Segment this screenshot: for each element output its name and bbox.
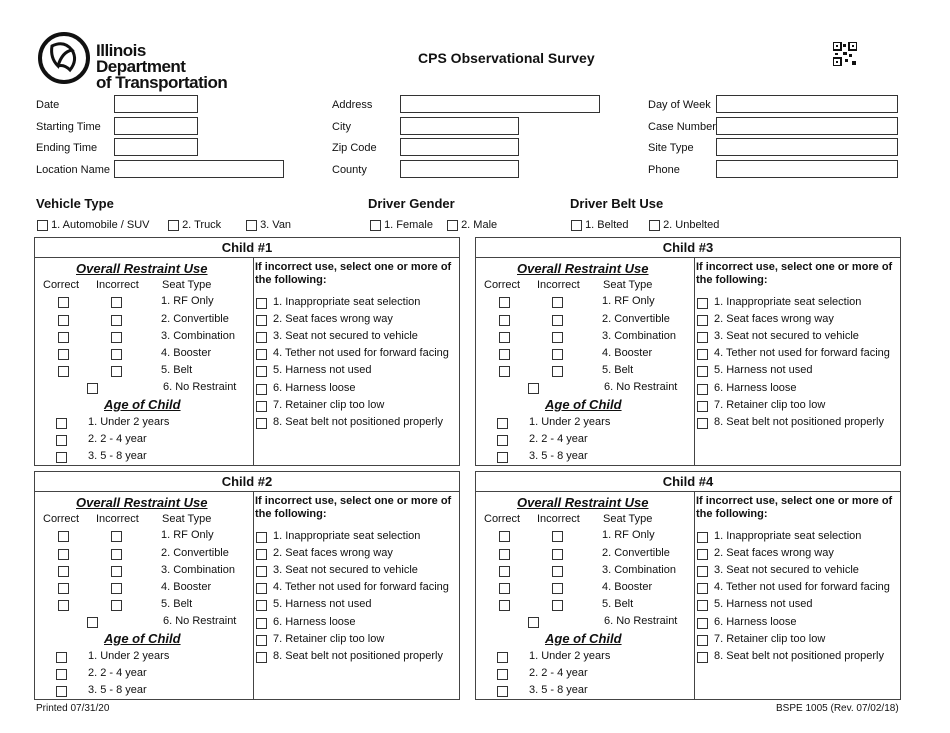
incorrect-checkbox[interactable] — [552, 366, 563, 377]
incorrect-checkbox[interactable] — [111, 349, 122, 360]
issue-label: 7. Retainer clip too low — [273, 399, 385, 411]
zip-code-label: Zip Code — [332, 142, 377, 154]
issue-label: 7. Retainer clip too low — [273, 633, 385, 645]
issue-checkbox[interactable] — [697, 418, 708, 429]
overall-restraint-heading: Overall Restraint Use — [76, 261, 208, 276]
seat-type-label: 5. Belt — [161, 364, 193, 376]
zip-code-field[interactable] — [400, 138, 519, 156]
correct-checkbox[interactable] — [499, 366, 510, 377]
issue-label: 4. Tether not used for forward facing — [273, 347, 449, 359]
driver-gender-heading: Driver Gender — [368, 196, 455, 211]
age-label: 1. Under 2 years — [88, 416, 170, 428]
option-label: 2. Truck — [182, 219, 222, 231]
panel-title: Child #2 — [35, 472, 459, 492]
panel-divider — [694, 258, 695, 465]
age-of-child-heading: Age of Child — [545, 631, 622, 646]
day-of-week-field[interactable] — [716, 95, 898, 113]
correct-checkbox[interactable] — [58, 566, 69, 577]
issue-label: 4. Tether not used for forward facing — [714, 347, 890, 359]
seat-type-label: 2. Convertible — [161, 313, 229, 325]
correct-checkbox[interactable] — [499, 349, 510, 360]
vehicle-van-option[interactable] — [246, 219, 291, 231]
age-of-child-heading: Age of Child — [104, 631, 181, 646]
belt-unbelted-option[interactable] — [649, 219, 719, 231]
issue-label: 3. Seat not secured to vehicle — [714, 330, 859, 342]
incorrect-use-heading: If incorrect use, select one or more of the following: — [255, 495, 452, 520]
correct-checkbox[interactable] — [499, 583, 510, 594]
issue-checkbox[interactable] — [256, 600, 267, 611]
incorrect-column-header: Incorrect — [96, 513, 139, 525]
seat-type-label: 6. No Restraint — [163, 615, 237, 627]
seat-type-label: 1. RF Only — [161, 529, 214, 541]
age-checkbox[interactable] — [497, 452, 508, 463]
issue-checkbox[interactable] — [256, 384, 267, 395]
panel-divider — [694, 492, 695, 699]
seat-type-column-header: Seat Type — [603, 513, 653, 525]
issue-label: 8. Seat belt not positioned properly — [273, 416, 444, 428]
incorrect-checkbox[interactable] — [552, 349, 563, 360]
correct-checkbox[interactable] — [58, 583, 69, 594]
qr-code-icon — [833, 42, 857, 66]
issue-label: 6. Harness loose — [273, 616, 356, 628]
seat-type-label: 6. No Restraint — [604, 381, 678, 393]
age-checkbox[interactable] — [497, 686, 508, 697]
checkbox[interactable] — [37, 220, 48, 231]
correct-checkbox[interactable] — [499, 566, 510, 577]
incorrect-checkbox[interactable] — [111, 583, 122, 594]
panel-title: Child #3 — [476, 238, 900, 258]
agency-line1: Illinois Department — [96, 41, 186, 76]
issue-checkbox[interactable] — [697, 401, 708, 412]
issue-checkbox[interactable] — [697, 315, 708, 326]
case-number-label: Case Number — [648, 121, 716, 133]
overall-restraint-heading: Overall Restraint Use — [76, 495, 208, 510]
location-name-field[interactable] — [114, 160, 284, 178]
option-label: 1. Belted — [585, 219, 629, 231]
issue-checkbox[interactable] — [256, 298, 267, 309]
seat-type-label: 4. Booster — [161, 581, 212, 593]
issue-checkbox[interactable] — [256, 532, 267, 543]
starting-time-field[interactable] — [114, 117, 198, 135]
panel-divider — [253, 492, 254, 699]
issue-label: 3. Seat not secured to vehicle — [714, 564, 859, 576]
gender-male-option[interactable] — [447, 219, 497, 231]
panel-child3 — [475, 237, 901, 466]
driver-belt-use-heading: Driver Belt Use — [570, 196, 664, 211]
seat-type-label: 6. No Restraint — [163, 381, 237, 393]
issue-label: 5. Harness not used — [273, 598, 372, 610]
correct-column-header: Correct — [43, 279, 80, 291]
seat-type-label: 4. Booster — [602, 347, 653, 359]
incorrect-checkbox[interactable] — [111, 531, 122, 542]
panel-divider — [253, 258, 254, 465]
checkbox[interactable] — [649, 220, 660, 231]
correct-column-header: Correct — [484, 513, 521, 525]
correct-checkbox[interactable] — [499, 531, 510, 542]
incorrect-checkbox[interactable] — [552, 549, 563, 560]
form-id: BSPE 1005 (Rev. 07/02/18) — [776, 703, 899, 714]
ending-time-label: Ending Time — [36, 142, 98, 154]
age-label: 3. 5 - 8 year — [88, 450, 147, 462]
correct-checkbox[interactable] — [58, 549, 69, 560]
age-label: 2. 2 - 4 year — [88, 433, 147, 445]
age-checkbox[interactable] — [56, 652, 67, 663]
seat-type-label: 3. Combination — [602, 564, 676, 576]
issue-checkbox[interactable] — [256, 315, 267, 326]
age-label: 3. 5 - 8 year — [529, 450, 588, 462]
seat-type-column-header: Seat Type — [162, 513, 212, 525]
date-field[interactable] — [114, 95, 198, 113]
starting-time-label: Starting Time — [36, 121, 101, 133]
seat-type-column-header: Seat Type — [162, 279, 212, 291]
gender-female-option[interactable] — [370, 219, 433, 231]
city-field[interactable] — [400, 117, 519, 135]
issue-checkbox[interactable] — [256, 549, 267, 560]
incorrect-use-heading: If incorrect use, select one or more of the following: — [696, 495, 893, 520]
incorrect-checkbox[interactable] — [111, 332, 122, 343]
issue-checkbox[interactable] — [697, 618, 708, 629]
issue-checkbox[interactable] — [697, 635, 708, 646]
issue-label: 6. Harness loose — [273, 382, 356, 394]
issue-label: 3. Seat not secured to vehicle — [273, 564, 418, 576]
seat-type-label: 2. Convertible — [161, 547, 229, 559]
issue-checkbox[interactable] — [256, 332, 267, 343]
issue-label: 2. Seat faces wrong way — [273, 313, 393, 325]
agency-line2: of Transportation — [96, 73, 228, 92]
age-label: 1. Under 2 years — [88, 650, 170, 662]
seat-type-label: 6. No Restraint — [604, 615, 678, 627]
seat-type-label: 1. RF Only — [602, 529, 655, 541]
age-checkbox[interactable] — [497, 435, 508, 446]
age-of-child-heading: Age of Child — [104, 397, 181, 412]
incorrect-checkbox[interactable] — [552, 332, 563, 343]
age-label: 2. 2 - 4 year — [529, 433, 588, 445]
issue-checkbox[interactable] — [256, 418, 267, 429]
incorrect-checkbox[interactable] — [111, 600, 122, 611]
issue-checkbox[interactable] — [256, 583, 267, 594]
logo-emblem-icon — [38, 32, 90, 84]
incorrect-use-heading: If incorrect use, select one or more of the following: — [255, 261, 452, 286]
issue-label: 8. Seat belt not positioned properly — [714, 416, 885, 428]
correct-checkbox[interactable] — [499, 549, 510, 560]
issue-label: 7. Retainer clip too low — [714, 399, 826, 411]
seat-type-label: 4. Booster — [161, 347, 212, 359]
issue-checkbox[interactable] — [256, 349, 267, 360]
issue-checkbox[interactable] — [697, 549, 708, 560]
seat-type-label: 3. Combination — [161, 564, 235, 576]
checkbox[interactable] — [168, 220, 179, 231]
incorrect-checkbox[interactable] — [552, 583, 563, 594]
correct-checkbox[interactable] — [58, 366, 69, 377]
no-restraint-checkbox[interactable] — [528, 383, 539, 394]
no-restraint-checkbox[interactable] — [87, 617, 98, 628]
seat-type-label: 5. Belt — [161, 598, 193, 610]
correct-checkbox[interactable] — [499, 297, 510, 308]
issue-label: 3. Seat not secured to vehicle — [273, 330, 418, 342]
address-label: Address — [332, 99, 373, 111]
checkbox[interactable] — [370, 220, 381, 231]
location-name-label: Location Name — [36, 164, 110, 176]
issue-checkbox[interactable] — [697, 600, 708, 611]
incorrect-checkbox[interactable] — [552, 566, 563, 577]
site-type-field[interactable] — [716, 138, 898, 156]
issue-label: 4. Tether not used for forward facing — [273, 581, 449, 593]
age-label: 2. 2 - 4 year — [529, 667, 588, 679]
option-label: 2. Unbelted — [663, 219, 720, 231]
correct-checkbox[interactable] — [499, 332, 510, 343]
age-label: 2. 2 - 4 year — [88, 667, 147, 679]
option-label: 2. Male — [461, 219, 498, 231]
issue-checkbox[interactable] — [697, 366, 708, 377]
issue-label: 4. Tether not used for forward facing — [714, 581, 890, 593]
issue-label: 1. Inappropriate seat selection — [714, 530, 862, 542]
issue-checkbox[interactable] — [697, 532, 708, 543]
age-checkbox[interactable] — [56, 452, 67, 463]
no-restraint-checkbox[interactable] — [87, 383, 98, 394]
seat-type-label: 1. RF Only — [161, 295, 214, 307]
idot-logo — [38, 32, 238, 92]
issue-label: 1. Inappropriate seat selection — [273, 530, 421, 542]
issue-label: 6. Harness loose — [714, 382, 797, 394]
checkbox[interactable] — [571, 220, 582, 231]
correct-column-header: Correct — [484, 279, 521, 291]
vehicle-automobile-option[interactable] — [37, 219, 150, 231]
issue-checkbox[interactable] — [697, 349, 708, 360]
checkbox[interactable] — [447, 220, 458, 231]
incorrect-checkbox[interactable] — [111, 315, 122, 326]
issue-checkbox[interactable] — [697, 583, 708, 594]
issue-checkbox[interactable] — [256, 652, 267, 663]
issue-checkbox[interactable] — [697, 566, 708, 577]
overall-restraint-heading: Overall Restraint Use — [517, 261, 649, 276]
age-checkbox[interactable] — [56, 686, 67, 697]
printed-date: Printed 07/31/20 — [36, 703, 110, 714]
correct-checkbox[interactable] — [58, 349, 69, 360]
age-checkbox[interactable] — [497, 669, 508, 680]
issue-checkbox[interactable] — [697, 652, 708, 663]
issue-checkbox[interactable] — [697, 384, 708, 395]
issue-checkbox[interactable] — [256, 366, 267, 377]
option-label: 3. Van — [260, 219, 292, 231]
option-label: 1. Female — [384, 219, 433, 231]
county-label: County — [332, 164, 367, 176]
vehicle-type-heading: Vehicle Type — [36, 196, 114, 211]
panel-child4 — [475, 471, 901, 700]
correct-checkbox[interactable] — [58, 297, 69, 308]
vehicle-truck-option[interactable] — [168, 219, 221, 231]
option-label: 1. Automobile / SUV — [51, 219, 150, 231]
issue-checkbox[interactable] — [256, 401, 267, 412]
issue-label: 5. Harness not used — [273, 364, 372, 376]
issue-label: 6. Harness loose — [714, 616, 797, 628]
incorrect-use-heading: If incorrect use, select one or more of the following: — [696, 261, 893, 286]
age-label: 3. 5 - 8 year — [88, 684, 147, 696]
correct-checkbox[interactable] — [58, 315, 69, 326]
issue-label: 2. Seat faces wrong way — [714, 547, 834, 559]
issue-checkbox[interactable] — [697, 332, 708, 343]
issue-label: 1. Inappropriate seat selection — [714, 296, 862, 308]
panel-title: Child #1 — [35, 238, 459, 258]
correct-checkbox[interactable] — [499, 600, 510, 611]
age-checkbox[interactable] — [497, 652, 508, 663]
issue-label: 2. Seat faces wrong way — [273, 547, 393, 559]
seat-type-label: 5. Belt — [602, 364, 634, 376]
seat-type-column-header: Seat Type — [603, 279, 653, 291]
seat-type-label: 5. Belt — [602, 598, 634, 610]
ending-time-field[interactable] — [114, 138, 198, 156]
age-label: 3. 5 - 8 year — [529, 684, 588, 696]
incorrect-checkbox[interactable] — [111, 366, 122, 377]
incorrect-column-header: Incorrect — [96, 279, 139, 291]
seat-type-label: 1. RF Only — [602, 295, 655, 307]
issue-label: 7. Retainer clip too low — [714, 633, 826, 645]
issue-checkbox[interactable] — [256, 635, 267, 646]
phone-label: Phone — [648, 164, 680, 176]
checkbox[interactable] — [246, 220, 257, 231]
overall-restraint-heading: Overall Restraint Use — [517, 495, 649, 510]
issue-label: 5. Harness not used — [714, 364, 813, 376]
age-of-child-heading: Age of Child — [545, 397, 622, 412]
correct-checkbox[interactable] — [58, 531, 69, 542]
seat-type-label: 2. Convertible — [602, 313, 670, 325]
incorrect-checkbox[interactable] — [552, 297, 563, 308]
agency-name — [96, 43, 238, 91]
site-type-label: Site Type — [648, 142, 694, 154]
incorrect-checkbox[interactable] — [552, 531, 563, 542]
panel-child1 — [34, 237, 460, 466]
panel-title: Child #4 — [476, 472, 900, 492]
issue-label: 5. Harness not used — [714, 598, 813, 610]
seat-type-label: 3. Combination — [602, 330, 676, 342]
issue-checkbox[interactable] — [256, 618, 267, 629]
correct-column-header: Correct — [43, 513, 80, 525]
correct-checkbox[interactable] — [58, 332, 69, 343]
seat-type-label: 4. Booster — [602, 581, 653, 593]
incorrect-checkbox[interactable] — [111, 297, 122, 308]
age-label: 1. Under 2 years — [529, 416, 611, 428]
panel-child2 — [34, 471, 460, 700]
correct-checkbox[interactable] — [58, 600, 69, 611]
age-checkbox[interactable] — [497, 418, 508, 429]
day-of-week-label: Day of Week — [648, 99, 711, 111]
address-field[interactable] — [400, 95, 600, 113]
incorrect-checkbox[interactable] — [111, 566, 122, 577]
phone-field[interactable] — [716, 160, 898, 178]
issue-label: 2. Seat faces wrong way — [714, 313, 834, 325]
incorrect-column-header: Incorrect — [537, 513, 580, 525]
page-title: CPS Observational Survey — [418, 50, 595, 66]
age-checkbox[interactable] — [56, 435, 67, 446]
seat-type-label: 3. Combination — [161, 330, 235, 342]
age-label: 1. Under 2 years — [529, 650, 611, 662]
seat-type-label: 2. Convertible — [602, 547, 670, 559]
belt-belted-option[interactable] — [571, 219, 628, 231]
incorrect-checkbox[interactable] — [552, 600, 563, 611]
county-field[interactable] — [400, 160, 519, 178]
issue-checkbox[interactable] — [256, 566, 267, 577]
incorrect-checkbox[interactable] — [111, 549, 122, 560]
no-restraint-checkbox[interactable] — [528, 617, 539, 628]
incorrect-checkbox[interactable] — [552, 315, 563, 326]
case-number-field[interactable] — [716, 117, 898, 135]
issue-label: 8. Seat belt not positioned properly — [714, 650, 885, 662]
issue-checkbox[interactable] — [697, 298, 708, 309]
age-checkbox[interactable] — [56, 418, 67, 429]
issue-label: 1. Inappropriate seat selection — [273, 296, 421, 308]
age-checkbox[interactable] — [56, 669, 67, 680]
correct-checkbox[interactable] — [499, 315, 510, 326]
date-label: Date — [36, 99, 60, 111]
incorrect-column-header: Incorrect — [537, 279, 580, 291]
city-label: City — [332, 121, 351, 133]
issue-label: 8. Seat belt not positioned properly — [273, 650, 444, 662]
